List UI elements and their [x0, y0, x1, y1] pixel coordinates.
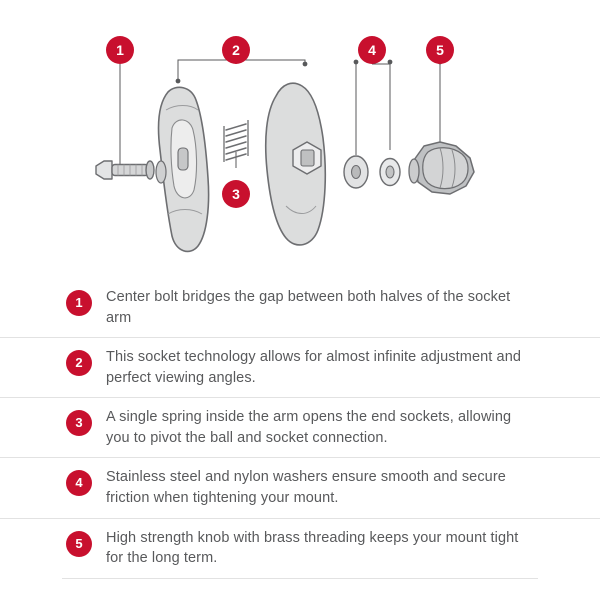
- part-stainless-steel-washer: [344, 156, 368, 188]
- leader-dots: [176, 60, 443, 84]
- legend-item-text-1: Center bolt bridges the gap between both halves of the socket arm: [106, 289, 511, 326]
- part-knob: [409, 142, 474, 194]
- legend-bottom-divider: [62, 578, 538, 579]
- legend-item-4: [0, 457, 600, 517]
- exploded-diagram: [0, 0, 600, 280]
- legend-number-badge-5: 5: [66, 531, 92, 557]
- legend-item-1: [0, 278, 600, 337]
- legend-number-badge-2: 2: [66, 350, 92, 376]
- callout-badge-4: 4: [358, 36, 386, 64]
- callout-badge-5: 5: [426, 36, 454, 64]
- callout-badge-3: 3: [222, 180, 250, 208]
- legend-list: [0, 278, 600, 579]
- part-socket-arm-half-right: [266, 83, 326, 245]
- part-socket-arm-half-left: [156, 87, 209, 251]
- legend-number-badge-3: 3: [66, 410, 92, 436]
- part-center-bolt: [96, 161, 154, 179]
- legend-item-3: [0, 397, 600, 457]
- legend-item-5: [0, 518, 600, 578]
- legend-item-text-3: A single spring inside the arm opens the end sockets, allowing you to pivot the ball and socket connection.: [106, 409, 512, 446]
- legend-item-text-2: This socket technology allows for almost infinite adjustment and perfect viewing angles.: [106, 349, 522, 386]
- legend-item-text-4: Stainless steel and nylon washers ensure smooth and secure friction when tightening your mount.: [106, 469, 506, 507]
- callout-badge-2: 2: [222, 36, 250, 64]
- legend-item-2: [0, 337, 600, 397]
- callout-badge-1: 1: [106, 36, 134, 64]
- part-nylon-washer: [380, 159, 400, 186]
- legend-number-badge-4: 4: [66, 470, 92, 496]
- legend-number-badge-1: 1: [66, 290, 92, 316]
- legend-item-text-5: High strength knob with brass threading keeps your mount tight for the long term.: [106, 529, 519, 567]
- diagram-illustration: [0, 0, 600, 280]
